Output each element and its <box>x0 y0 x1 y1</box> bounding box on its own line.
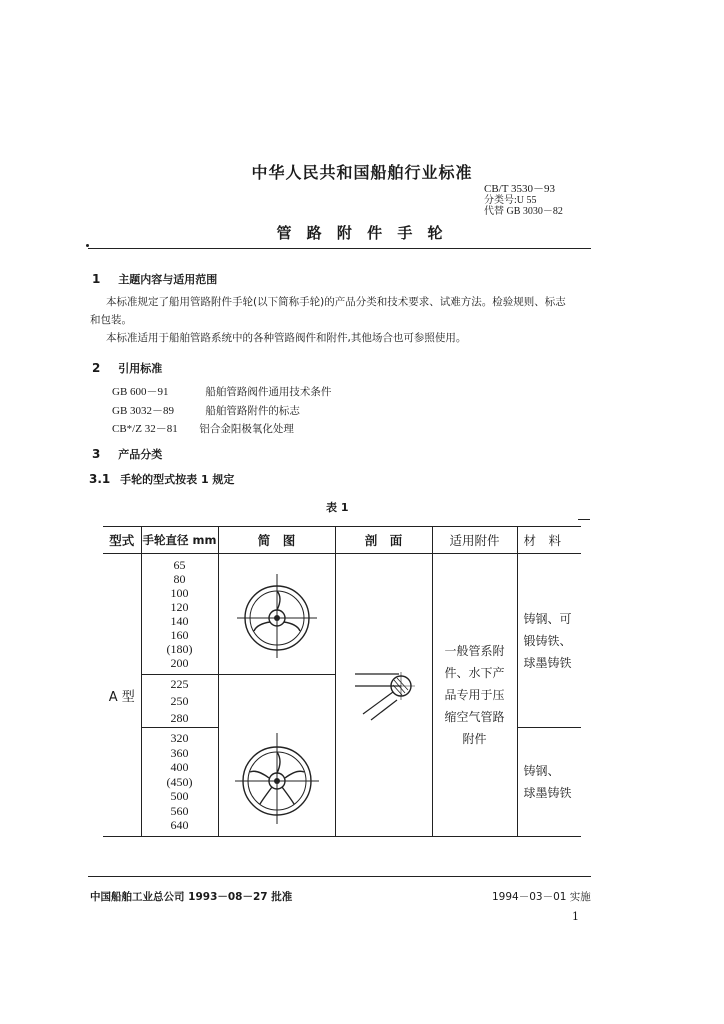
subsection-3-1-text: 手轮的型式按表 1 规定 <box>120 473 235 486</box>
reference-title: 船舶管路阀件通用技术条件 <box>205 386 332 398</box>
three-spoke-handwheel-sketch <box>237 568 317 658</box>
section-3-number: 3 <box>92 447 101 461</box>
sketch-cell-2 <box>218 675 335 837</box>
class-number: 分类号:U 55 <box>484 195 537 206</box>
reference-code: GB 3032－89 <box>112 405 175 417</box>
diameter-value: 100 <box>170 586 189 600</box>
use-line: 一般管系附 <box>444 644 505 658</box>
diameter-value: (450) <box>166 774 193 789</box>
reference-item <box>112 420 294 436</box>
diameter-value: (180) <box>166 642 193 656</box>
table-caption: 表 1 <box>326 501 349 514</box>
section-3-heading <box>92 446 162 462</box>
header-use: 适用附件 <box>432 527 517 554</box>
reference-code: CB*/Z 32－81 <box>112 423 178 435</box>
material-line: 铸钢、可 <box>523 611 572 626</box>
org-title: 中华人民共和国船舶行业标准 <box>251 163 473 182</box>
section-1-para-1-line-2: 和包装。 <box>90 314 132 326</box>
section-2-number: 2 <box>92 361 101 375</box>
diameter-value: 640 <box>170 818 189 833</box>
diameter-value: 400 <box>170 760 189 775</box>
reference-item <box>112 383 331 399</box>
dot-mark <box>86 244 89 247</box>
use-line: 品专用于压 <box>444 688 505 702</box>
material-line: 铸钢、 <box>523 764 560 778</box>
use-line: 附件 <box>462 732 487 746</box>
table-row <box>103 554 581 675</box>
diameter-group-3 <box>141 728 218 837</box>
header-diameter: 手轮直径 mm <box>141 527 218 554</box>
section-3-title: 产品分类 <box>118 448 163 461</box>
diameter-value: 65 <box>173 558 186 572</box>
applicable-fittings-cell <box>432 554 517 837</box>
diameter-value: 160 <box>170 628 189 642</box>
section-1-para-2: 本标准适用于船舶管路系统中的各种管路阀件和附件,其他场合也可参照使用。 <box>106 332 467 344</box>
diameter-value: 320 <box>170 731 189 746</box>
section-2-heading <box>92 360 162 376</box>
material-line: 球墨铸铁 <box>523 786 572 800</box>
section-1-para-1-line-1: 本标准规定了船用管路附件手轮(以下简称手轮)的产品分类和技术要求、试难方法。检验规则、标志 <box>106 296 566 308</box>
header-material: 材 料 <box>517 527 581 554</box>
subsection-3-1 <box>89 471 234 487</box>
diameter-value: 80 <box>173 572 186 586</box>
table-corner-mark <box>578 519 590 520</box>
diameter-group-2 <box>141 675 218 728</box>
footer-divider <box>88 876 591 877</box>
type-cell: A 型 <box>103 554 141 837</box>
sketch-cell-1 <box>218 554 335 675</box>
section-1-number: 1 <box>92 272 101 286</box>
handwheel-rim-section-sketch <box>349 664 419 724</box>
header-type: 型式 <box>103 527 141 554</box>
reference-title: 铝合金阳极氧化处理 <box>199 423 294 435</box>
table-1 <box>103 526 581 837</box>
diameter-value: 250 <box>170 693 189 708</box>
page-number: 1 <box>572 910 579 923</box>
header-divider <box>88 248 591 249</box>
standard-code-block <box>484 184 563 217</box>
diameter-value: 560 <box>170 803 189 818</box>
material-line: 球墨铸铁 <box>523 655 572 670</box>
reference-title: 船舶管路附件的标志 <box>205 405 300 417</box>
material-cell-1 <box>517 554 581 728</box>
subsection-3-1-number: 3.1 <box>89 472 111 486</box>
diameter-group-1 <box>141 554 218 675</box>
header-section: 剖 面 <box>335 527 432 554</box>
standard-code: CB/T 3530－93 <box>484 183 556 195</box>
header-sketch: 简 图 <box>218 527 335 554</box>
diameter-value: 500 <box>170 789 189 804</box>
use-line: 件、水下产 <box>444 666 505 680</box>
section-profile-cell <box>335 554 432 837</box>
material-cell-2 <box>517 728 581 837</box>
document-title: 管 路 附 件 手 轮 <box>276 224 448 242</box>
replaces-standard: 代替 GB 3030－82 <box>484 206 563 217</box>
diameter-value: 140 <box>170 614 189 628</box>
section-1-heading <box>92 271 217 287</box>
material-line: 锻铸铁、 <box>523 633 572 648</box>
table-header-row <box>103 527 581 554</box>
use-line: 缩空气管路 <box>444 710 505 724</box>
diameter-value: 200 <box>170 656 189 670</box>
reference-code: GB 600－91 <box>112 386 169 398</box>
diameter-value: 280 <box>170 710 189 725</box>
effective-date: 1994－03－01 实施 <box>492 891 591 903</box>
section-1-title: 主题内容与适用范围 <box>118 273 218 286</box>
diameter-value: 360 <box>170 745 189 760</box>
reference-item <box>112 402 300 418</box>
approval-note: 中国船舶工业总公司 1993－08－27 批准 <box>90 891 293 903</box>
five-spoke-handwheel-sketch <box>235 729 319 824</box>
section-2-title: 引用标准 <box>118 362 163 375</box>
diameter-value: 120 <box>170 600 189 614</box>
diameter-value: 225 <box>170 676 189 691</box>
